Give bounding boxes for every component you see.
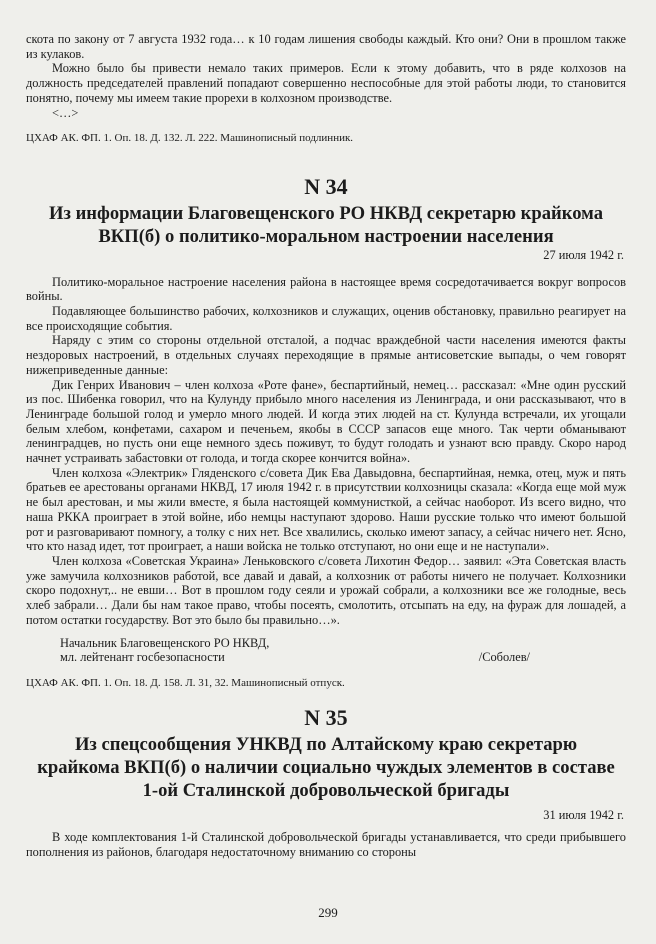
doc35-paragraph: В ходе комплектования 1-й Сталинской добровольческой бригады устанавливается, что среди прибывшего пополнения из районов, благодаря недостаточному вниманию со стороны: [26, 830, 626, 860]
doc34-signature: [26, 636, 626, 665]
doc34-paragraph: Член колхоза «Электрик» Гляденского с/совета Дик Ева Давыдовна, беспартийная, немка, отец, муж и пять братьев ее арестованы органами НКВД, 17 июля 1942 г. в присутствии колхозницы сказала: «Когда еще мой муж не был арестован, и мы жили вместе, я была настоящей коммунисткой, а сейчас наоборот. Из всего видно, что наша РККА проиграет в этой войне, ибо немцы наступают здорово. Наши русские только что имеют большой рот и разговаривают помногу, а толку с них нет. Все хвалились, сколько имеют запасу, а сейчас ничего нет. Ясно, что кто назад идет, тот проиграет, а наши войска не только отступают, но они еще и не наступали».: [26, 465, 626, 554]
intro-paragraph-1: скота по закону от 7 августа 1932 года… к 10 годам лишения свободы каждый. Кто они? Они в прошлом также из кулаков.: [26, 32, 626, 61]
signature-position-1: Начальник Благовещенского РО НКВД,: [60, 635, 270, 650]
doc34-paragraph: Дик Генрих Иванович – член колхоза «Роте фане», беспартийный, немец… рассказал: «Мне один русский из пос. Шибенка говорил, что на Кулунду прибыло много населения из Ленинграда, и они рассказывают, что в Ленинграде большой голод и умерло много людей. И когда этих людей на ст. Кулунда встречали, их угощали белым хлебом, конфетами, сахаром и печеньем, якобы в СССР запасов еще много. Так черти обманывают ленинградцев, но пусть они еще немного здесь поживут, то будут голодать и узнают всю правду. Скоро народ начнет устраивать забастовки от голода, и тогда скорее кончится война».: [26, 377, 626, 466]
doc35-date: 31 июля 1942 г.: [543, 807, 624, 822]
omission-mark: <…>: [52, 105, 79, 120]
page-content: [26, 32, 626, 860]
archive-source-1: ЦХАФ АК. ФП. 1. Оп. 18. Д. 132. Л. 222. Машинописный подлинник.: [26, 132, 354, 145]
signature-name: /Соболев/: [478, 650, 530, 665]
doc34-paragraph: Наряду с этим со стороны отдельной отсталой, а подчас враждебной части населения имеются факты нездоровых настроений, в отдельных случаях переходящие в прямые антисоветские выпады, о чем говорят нижеприведенные данные:: [26, 333, 626, 377]
page-number: 299: [318, 905, 338, 920]
doc34-number: N 34: [304, 173, 348, 199]
intro-paragraph-2: Можно было бы привести немало таких примеров. Если к этому добавить, что в ряде колхозов на должность председателей правлений попадают совершенно неспособные для этой работы люди, то становится понятно, почему мы имеем такие прорехи в колхозном производстве.: [26, 61, 626, 105]
doc34-paragraph: Член колхоза «Советская Украина» Леньковского с/совета Лихотин Федор… заявил: «Эта Советская власть уже замучила колхозников работой, все давай и давай, а колхозник от работы ничего не получает. Колхозники скоро подохнут,.. не евши… Вот в прошлом году сеяли и урожай собрали, а колхозники все же голодные, весь хлеб забрали… Дали бы нам такое право, чтобы посеять, смолотить, отсыпать на еду, на фураж для лошадей, а потом остатки государству. Вот это было бы правильно…».: [26, 553, 626, 627]
doc34-paragraph: Политико-моральное настроение населения района в настоящее время сосредотачивается вокруг вопросов войны.: [26, 274, 626, 304]
doc34-date: 27 июля 1942 г.: [543, 247, 624, 262]
doc34-paragraph: Подавляющее большинство рабочих, колхозников и служащих, оценив обстановку, правильно реагирует на все происходящие события.: [26, 304, 626, 333]
doc35-title: Из спецсообщения УНКВД по Алтайскому краю секретарю крайкома ВКП(б) о наличии социально чуждых элементов в составе 1-ой Сталинской добровольческой бригады: [37, 733, 615, 801]
archive-source-2: ЦХАФ АК. ФП. 1. Оп. 18. Д. 158. Л. 31, 32. Машинописный отпуск.: [26, 676, 345, 689]
signature-position-2: мл. лейтенант госбезопасности: [60, 650, 225, 665]
doc35-number: N 35: [304, 704, 348, 730]
doc34-title: Из информации Благовещенского РО НКВД секретарю крайкома ВКП(б) о политико-моральном настроении населения: [49, 202, 603, 247]
